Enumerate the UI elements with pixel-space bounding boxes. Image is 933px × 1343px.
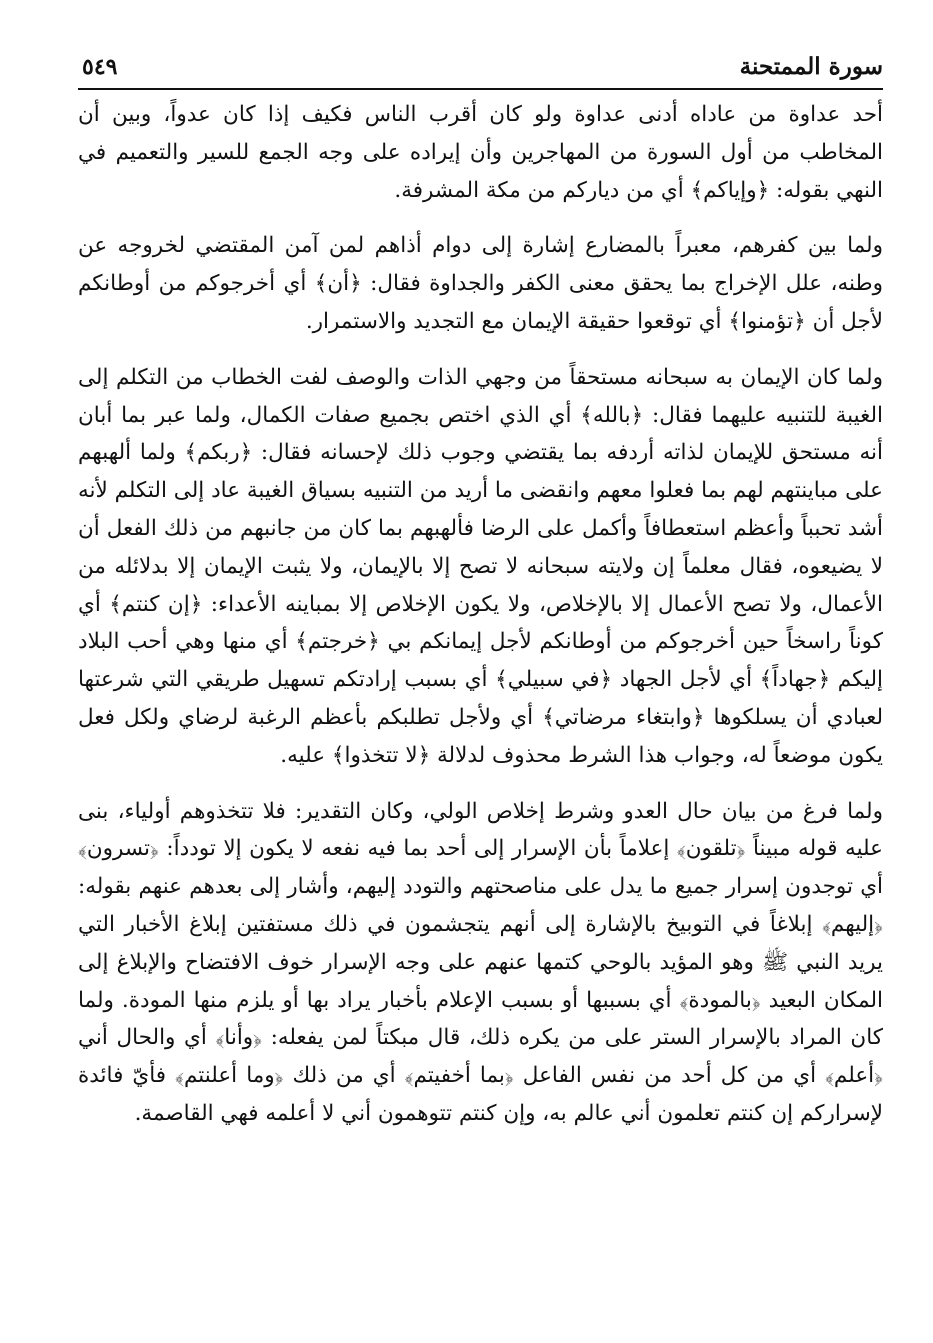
paragraph: ولما كان الإيمان به سبحانه مستحقاً من وجهي الذات والوصف لفت الخطاب من التكلم إلى الغيبة للتنبيه عليهما فقال: ﴿بالله﴾ أي الذي اختص بجميع صفات الكمال، ولما عبر بما أبان أنه مستحق للإيمان لذاته أردفه بما يقتضي وجوب ذلك لإحسانه فقال: ﴿ربكم﴾ ولما ألهبهم على مباينتهم لهم بما فعلوا معهم وانقضى ما أريد من التنبيه بسياق الغيبة عاد إلى التكلم لأنه أشد تحبباً وأعظم استعطافاً وأكمل على الرضا فألهبهم بما كان من جانبهم من ذلك الفعل أن لا يضيعوه، فقال معلماً إن ولايته سبحانه لا تصح إلا بالإيمان، ولا يثبت الإيمان إلا بدلائله من الأعمال، ولا تصح الأعمال إلا بالإخلاص، ولا يكون الإخلاص إلا بمباينه الأعداء: ﴿إن كنتم﴾ أي كوناً راسخاً حين أخرجوكم من أوطانكم لأجل إيمانكم بي ﴿خرجتم﴾ أي منها وهي أحب البلاد إليكم ﴿جهاداً﴾ أي لأجل الجهاد ﴿في سبيلي﴾ أي بسبب إرادتكم تسهيل طريقي التي شرعتها لعبادي أن يسلكوها ﴿وابتغاء مرضاتي﴾ أي ولأجل تطلبكم بأعظم الرغبة لرضاي ولكل فعل يكون موضعاً له، وجواب هذا الشرط محذوف لدلالة ﴿لا تتخذوا﴾ عليه.	[78, 364, 883, 768]
paragraph: ولما بين كفرهم، معبراً بالمضارع إشارة إلى دوام أذاهم لمن آمن المقتضي لخروجه عن وطنه، علل الإخراج بما يحقق معنى الكفر والجداوة فقال: ﴿أن﴾ أي أخرجوكم من أوطانكم لأجل أن ﴿تؤمنوا﴾ أي توقعوا حقيقة الإيمان مع التجديد والاستمرار.	[78, 233, 883, 334]
surah-title: سورة الممتحنة	[739, 53, 883, 80]
page-body	[78, 96, 883, 1303]
page-number: ٥٤٩	[82, 54, 118, 80]
paragraph: أحد عداوة من عاداه أدنى عداوة ولو كان أقرب الناس فكيف إذا كان عدواً، وبين أن المخاطب من أول السورة من المهاجرين وأن إيراده على وجه الجمع للسير والتعميم في النهي بقوله: ﴿وإياكم﴾ أي من دياركم من مكة المشرفة.	[78, 102, 883, 203]
page-header	[78, 40, 883, 90]
paragraph: ولما فرغ من بيان حال العدو وشرط إخلاص الولي، وكان التقدير: فلا تتخذوهم أولياء، بنى عليه قوله مبيناً ﴿تلقون﴾ إعلاماً بأن الإسرار إلى أحد بما فيه نفعه لا يكون إلا تودداً: ﴿تسرون﴾ أي توجدون إسرار جميع ما يدل على مناصحتهم والتودد إليهم، وأشار إلى بعدهم عنهم بقوله: ﴿إليهم﴾ إبلاغاً في التوبيخ بالإشارة إلى أنهم يتجشمون في ذلك مستفتين إبلاغ الأخبار التي يريد النبي ﷺ وهو المؤيد بالوحي كتمها عنهم على وجه الإسرار خوف الافتضاح والإبلاغ إلى المكان البعيد ﴿بالمودة﴾ أي بسببها أو بسبب الإعلام بأخبار يراد بها أو يلزم منها المودة. ولما كان المراد بالإسرار الستر على من يكره ذلك، قال مبكتاً لمن يفعله: ﴿وأنا﴾ أي والحال أني ﴿أعلم﴾ أي من كل أحد من نفس الفاعل ﴿بما أخفيتم﴾ أي من ذلك ﴿وما أعلنتم﴾ فأيّ فائدة لإسراركم إن كنتم تعلمون أني عالم به، وإن كنتم تتوهمون أني لا أعلمه فهي القاصمة.	[78, 798, 883, 1126]
